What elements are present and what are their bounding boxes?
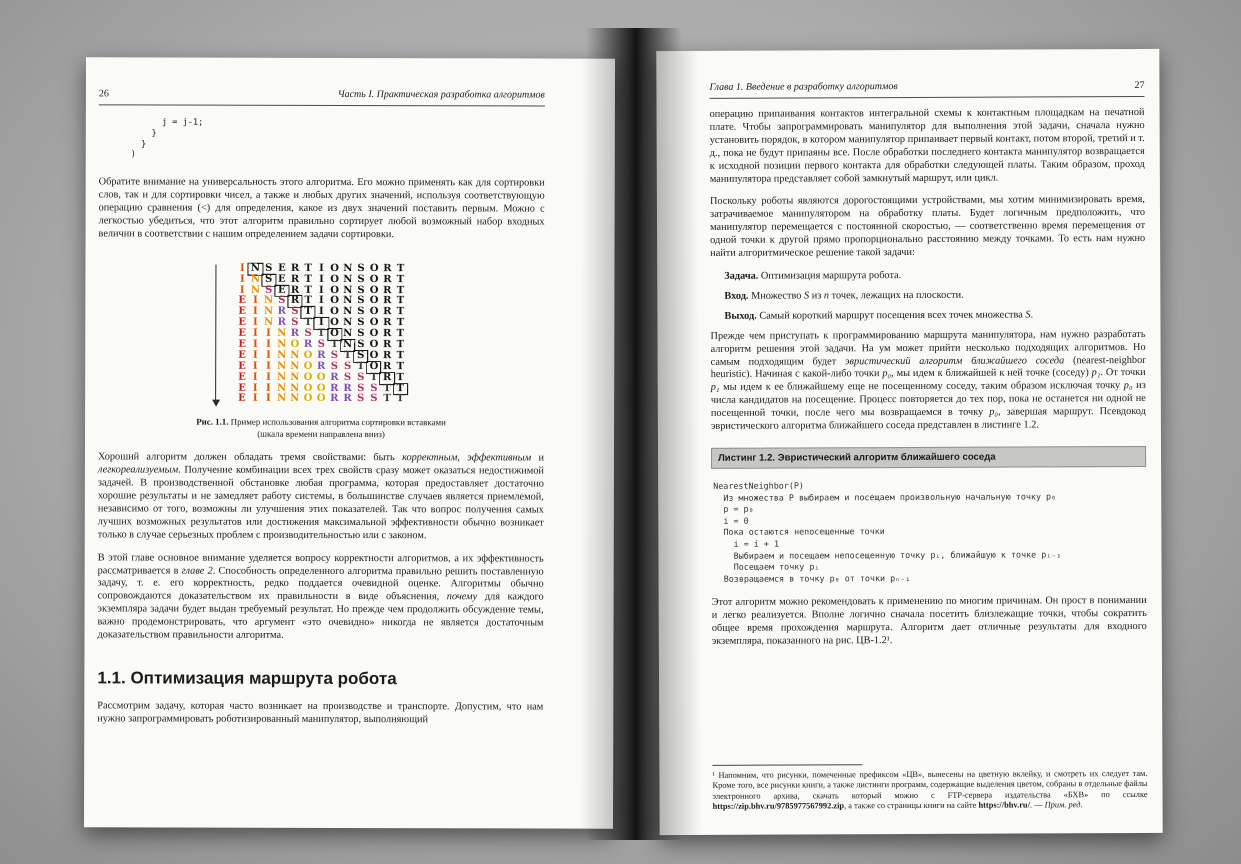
- figure-letter: R: [290, 273, 300, 285]
- figure-letter: R: [383, 317, 392, 329]
- figure-letter: I: [253, 306, 258, 318]
- figure-letter: R: [343, 382, 352, 394]
- figure-letter: R: [317, 349, 326, 361]
- figure-letter: T: [394, 384, 407, 395]
- figure-letter: I: [266, 338, 271, 350]
- figure-letter: S: [357, 295, 365, 307]
- figure-letter: S: [357, 317, 365, 329]
- figure-letter: E: [238, 393, 246, 405]
- figure-letter: S: [262, 274, 275, 285]
- paragraph-robot-intro: Рассмотрим задачу, которая часто возникает на производстве и транспорте. Допустим, что нам нужно запрограммировать роботизированный манипулятор, выполняющий: [97, 700, 544, 726]
- code-snippet-insertion-sort-end: j = j-1; } } ): [130, 117, 204, 160]
- paragraph-correctness: В этой главе основное внимание уделяется вопросу корректности алгоритмов, а их эффективность рассматривается в главе 2. Способность определенного алгоритма правильно решить поставленную задачу, т. е. его корректность, редко поддается очевидной оценке. Алгоритмы обычно сопровождаются доказательством их правильности в виде объяснения, почему для каждого экземпляра задачи будет выдан требуемый результат. Но прежде чем продолжить обсуждение темы, важно продемонстрировать, что аргумент «это очевидно» никогда не является достаточным доказательством правильности алгоритма.: [97, 551, 544, 641]
- figure-letter: T: [396, 295, 405, 307]
- definition-input-term: Вход.: [724, 290, 749, 302]
- figure-letter: N: [276, 393, 287, 405]
- figure-insertion-sort: [98, 263, 544, 441]
- figure-letter: S: [357, 382, 365, 394]
- definition-input: [724, 289, 1145, 304]
- figure-letter: N: [277, 327, 287, 339]
- figure-letter: O: [369, 339, 379, 351]
- figure-letter: N: [277, 371, 287, 383]
- figure-letter: R: [383, 295, 392, 307]
- figure-letter: N: [343, 328, 353, 340]
- paragraph-nearest-neighbor: Прежде чем приступать к программированию маршрута манипулятора, нам нужно разработать алгоритм решения этой задачи. На ум может прийти несколько подходящих алгоритмов. Но самым подходящим будет эвристический алгоритм ближайшего соседа (nearest-neighbor heuristic). Начиная с какой-либо точки p₀, мы идем к ближайшей к ней точке (соседу) p₁. От точки p₁ мы идем к ее ближайшему еще не посещенному соседу, таким образом исключая точку p₀ из числа кандидатов на посещение. Процесс повторяется до тех пор, пока не останется ни одной не посещенной точки, после чего мы возвращаемся в точку p₀, завершая маршрут. Псевдокод эвристического алгоритма ближайшего соседа представлен в листинге 1.2.: [710, 328, 1146, 432]
- figure-letter-area: [235, 263, 407, 405]
- figure-letter: O: [369, 349, 379, 361]
- figure-letter: N: [290, 382, 300, 394]
- figure-letter: T: [396, 284, 405, 296]
- figure-letter: R: [383, 306, 392, 318]
- figure-letter: R: [383, 339, 392, 351]
- figure-letter: N: [264, 295, 274, 307]
- figure-letter: O: [303, 393, 313, 405]
- figure-letter: R: [288, 296, 301, 307]
- figure-letter: I: [266, 371, 271, 383]
- figure-letter: I: [266, 349, 271, 361]
- figure-letter: S: [357, 338, 365, 350]
- insertion-sort-grid: [235, 263, 407, 405]
- figure-letter: T: [396, 262, 405, 274]
- figure-letter: N: [343, 317, 353, 329]
- paragraph-minimize-time: Поскольку роботы являются дорогостоящими устройствами, мы хотим минимизировать время, затрачиваемое манипулятором на обработку платы. Будет логичным предположить, что манипулятор перемещается с постоянной скоростью, — соответственно время перемещения от одной точки к другой прямо пропорционально расстоянию между точками. То есть нам нужно найти алгоритмическое решение такой задачи:: [709, 194, 1146, 259]
- figure-letter: N: [277, 338, 287, 350]
- figure-letter: T: [396, 371, 405, 383]
- paragraph-algorithm-recommend: Этот алгоритм можно рекомендовать к применению по многим причинам. Он прост в понимании и легко реализуется. Вполне логично сначала посетить близлежащие точки, чтобы сократить общее время прохождения маршрута. Алгоритм дает отличные результаты для входного экземпляра, показанного на рис. ЦВ-1.2¹.: [711, 595, 1147, 647]
- figure-letter: S: [330, 349, 339, 361]
- figure-letter: I: [266, 327, 271, 339]
- figure-letter: N: [290, 393, 300, 405]
- figure-letter: R: [290, 262, 300, 274]
- figure-letter: S: [357, 262, 365, 274]
- footnote-separator: [712, 764, 862, 766]
- figure-letter: O: [369, 284, 379, 296]
- definition-task-term: Задача.: [724, 270, 759, 282]
- listing-1-2-header: Листинг 1.2. Эвристический алгоритм ближайшего соседа: [711, 446, 1146, 469]
- figure-letter: R: [382, 360, 392, 372]
- figure-letter: O: [369, 262, 379, 274]
- figure-letter: R: [330, 371, 339, 383]
- figure-letter: O: [330, 295, 339, 307]
- figure-letter: S: [265, 262, 273, 274]
- figure-letter: R: [317, 360, 326, 372]
- figure-letter: T: [304, 273, 312, 285]
- figure-letter: T: [396, 349, 405, 361]
- figure-letter: S: [357, 371, 365, 383]
- figure-letter: O: [369, 306, 379, 318]
- figure-letter: T: [304, 317, 312, 329]
- figure-letter: T: [396, 317, 405, 329]
- figure-letter: S: [370, 382, 378, 394]
- figure-letter: O: [303, 371, 313, 383]
- figure-letter: E: [238, 371, 246, 383]
- code-listing-nearest-neighbor: NearestNeighbor(P) Из множества P выбираем и посещаем произвольную начальную точку p₀ p = p₀ i = 0 Пока остаются непосещенные точки i = i + 1 Выбираем и посещаем непосещенную точку pᵢ, ближайшую к точке pᵢ₋₁ Посещаем точку pᵢ Возвращаемся в точку p₀ от точки pₙ₋₁: [713, 480, 1062, 584]
- figure-letter: N: [250, 284, 261, 296]
- figure-letter: O: [330, 317, 339, 329]
- figure-letter: I: [266, 360, 271, 372]
- page-left: [84, 57, 615, 828]
- definition-task-text: Оптимизация маршрута робота.: [758, 270, 902, 282]
- figure-letter: N: [277, 360, 287, 372]
- figure-letter: I: [239, 284, 245, 296]
- figure-letter: R: [343, 393, 352, 405]
- figure-letter: T: [396, 328, 405, 340]
- figure-letter: T: [330, 338, 339, 350]
- figure-letter: O: [369, 317, 379, 329]
- section-heading-1-1: 1.1. Оптимизация маршрута робота: [97, 668, 397, 689]
- figure-letter: N: [343, 284, 353, 296]
- figure-letter: I: [252, 382, 258, 394]
- figure-letter: S: [354, 351, 367, 362]
- page-number-left: 26: [98, 88, 109, 100]
- figure-letter: I: [253, 295, 258, 307]
- figure-letter: R: [330, 382, 339, 394]
- figure-letter: O: [316, 382, 326, 394]
- figure-letter: N: [290, 349, 300, 361]
- figure-letter: I: [319, 262, 324, 274]
- figure-letter: T: [302, 307, 315, 318]
- figure-letter: E: [238, 295, 247, 307]
- definition-output-text: Самый короткий маршрут посещения всех точек множества S.: [756, 309, 1034, 322]
- figure-letter: O: [316, 393, 326, 405]
- figure-letter: R: [290, 284, 300, 296]
- figure-letter: R: [383, 328, 392, 340]
- figure-letter: S: [304, 327, 312, 339]
- figure-letter: R: [383, 273, 392, 285]
- figure-letter: O: [369, 273, 379, 285]
- definition-task: [724, 269, 1145, 284]
- figure-row: [235, 394, 406, 405]
- figure-letter: I: [252, 349, 258, 361]
- figure-letter: R: [277, 316, 286, 329]
- figure-letter: T: [396, 393, 404, 405]
- figure-letter: I: [239, 273, 245, 285]
- figure-letter: N: [249, 263, 262, 274]
- page-number-right: 27: [1134, 79, 1145, 92]
- page-right-header: [709, 79, 1144, 99]
- figure-letter: I: [266, 393, 271, 405]
- figure-letter: S: [357, 306, 365, 318]
- figure-letter: T: [304, 284, 312, 296]
- figure-letter: R: [330, 393, 339, 405]
- figure-letter: T: [396, 273, 405, 285]
- figure-letter: R: [382, 349, 392, 361]
- figure-letter: I: [315, 318, 328, 329]
- figure-letter: O: [367, 362, 380, 373]
- figure-letter: T: [370, 371, 378, 383]
- figure-letter: T: [304, 262, 313, 274]
- figure-letter: S: [357, 284, 365, 296]
- figure-letter: N: [343, 295, 353, 307]
- figure-letter: I: [252, 327, 258, 339]
- page-right: [656, 49, 1162, 835]
- figure-letter: O: [303, 360, 313, 372]
- figure-letter: E: [238, 316, 247, 328]
- figure-letter: E: [275, 285, 288, 296]
- figure-letter: I: [319, 295, 324, 307]
- footnote: [712, 763, 1147, 813]
- running-title-left: Часть I. Практическая разработка алгоритмов: [337, 88, 545, 101]
- figure-letter: I: [252, 338, 258, 350]
- figure-letter: T: [343, 349, 352, 361]
- paragraph-soldering: операцию припаивания контактов интегральной схемы к контактным площадкам на печатной плате. Чтобы запрограммировать манипулятор для выполнения этой задачи, сначала нужно установить порядок, в котором манипулятор припаивает первый контакт, потом второй, третий и т. д., пока не будут припаяны все. После обработки последнего контакта манипулятор возвращается к исходной позиции первого контакта для обработки следующей платы. Таким образом, проход манипулятора представляет собой замкнутый маршрут, или цикл.: [709, 106, 1145, 185]
- figure-caption-label: Рис. 1.1.: [196, 416, 229, 427]
- figure-letter: E: [278, 262, 286, 274]
- running-title-right: Глава 1. Введение в разработку алгоритмов: [709, 81, 898, 93]
- figure-letter: I: [319, 284, 324, 296]
- figure-letter: N: [290, 371, 300, 383]
- figure-letter: R: [383, 262, 392, 274]
- figure-letter: T: [396, 306, 405, 318]
- figure-letter: N: [277, 349, 287, 361]
- figure-letter: I: [252, 360, 258, 372]
- figure-letter: R: [303, 338, 313, 350]
- figure-letter: N: [276, 382, 287, 394]
- figure-letter: R: [380, 373, 393, 384]
- figure-letter: N: [343, 306, 353, 318]
- figure-letter: E: [238, 305, 247, 318]
- figure-letter: N: [341, 340, 354, 351]
- figure-letter: S: [357, 393, 365, 405]
- figure-letter: S: [317, 338, 325, 350]
- figure-letter: T: [396, 360, 405, 372]
- paragraph-universality: Обратите внимание на универсальность этого алгоритма. Его можно применять как для сортировки слов, так и для сортировки чисел, а также и любых других значений, используя соответствующую операцию сравнения (<) для определения, какое из двух значений поставить первым. Можно с легкостью убедиться, что этот алгоритм правильно сортирует любой возможный набор входных величин в соответствии с нашим определением задачи сортировки.: [98, 176, 545, 240]
- figure-letter: O: [330, 273, 339, 285]
- figure-letter: N: [343, 262, 353, 274]
- figure-letter: N: [250, 273, 261, 285]
- figure-letter: S: [330, 360, 339, 372]
- figure-letter: S: [291, 317, 299, 329]
- figure-letter: S: [357, 273, 365, 285]
- figure-letter: T: [396, 339, 405, 351]
- footnote-text: ¹ Напомним, что рисунки, помеченные префиксом «ЦВ», вынесены на цветную вклейку, и смотреть их следует там. Кроме того, все рисунки книги, а также листинги программ, содержащие выделения цветом, собраны в отдельные файлы электронного архива, скачать который можно с FTP-сервера издательства «БХВ» по ссылке https://zip.bhv.ru/9785977567992.zip, а также со страницы книги на сайте https://bhv.ru/. — Прим. ред.: [712, 768, 1148, 812]
- figure-letter: O: [303, 349, 313, 361]
- time-axis-arrow: [215, 264, 216, 401]
- definition-input-text: Множество S из n точек, лежащих на плоскости.: [748, 289, 964, 302]
- figure-letter: I: [252, 371, 258, 383]
- figure-letter: N: [290, 360, 300, 372]
- figure-letter: R: [277, 306, 286, 318]
- figure-letter: O: [369, 295, 379, 307]
- figure-letter: N: [263, 316, 274, 328]
- figure-caption-text: Пример использования алгоритма сортировки вставками: [228, 416, 446, 428]
- page-left-header: [99, 87, 545, 106]
- figure-letter: I: [239, 262, 245, 274]
- figure-letter: S: [291, 306, 299, 318]
- figure-letter: T: [383, 393, 391, 405]
- figure-letter: S: [265, 284, 273, 296]
- figure-letter: R: [383, 284, 392, 296]
- figure-letter: I: [266, 382, 271, 394]
- figure-letter: I: [319, 273, 324, 285]
- figure-letter: O: [316, 371, 326, 383]
- figure-letter: T: [383, 382, 391, 394]
- figure-letter: S: [343, 360, 352, 372]
- figure-caption-note: (шкала времени направлена вниз): [257, 428, 385, 439]
- figure-letter: O: [330, 284, 339, 296]
- figure-letter: O: [328, 329, 341, 340]
- figure-letter: E: [238, 327, 246, 339]
- figure-letter: I: [318, 306, 324, 318]
- figure-letter: O: [330, 262, 340, 274]
- figure-letter: O: [330, 306, 339, 318]
- figure-letter: S: [370, 393, 378, 405]
- figure-letter: R: [290, 327, 300, 339]
- figure-letter: N: [264, 306, 274, 318]
- figure-letter: I: [253, 316, 258, 328]
- figure-letter: T: [304, 295, 312, 307]
- paragraph-three-properties: Хороший алгоритм должен обладать тремя свойствами: быть корректным, эффективным и легкореализуемым. Получение комбинации всех трех свойств сразу может оказаться недостижимой задачей. В производственной обстановке любая программа, которая предоставляет достаточно хорошие результаты и не замедляет работу системы, в большинстве случаев является приемлемой, независимо от того, возможны ли улучшения этих показателей. Так что вопрос получения самых лучших возможных результатов или достижения максимальной эффективности обычно возникает только в случае серьезных проблем с производительностью или с законом.: [97, 451, 544, 541]
- figure-letter: T: [317, 327, 326, 339]
- figure-letter: E: [238, 349, 246, 361]
- figure-letter: T: [357, 360, 365, 372]
- figure-letter: S: [278, 295, 286, 307]
- figure-letter: E: [278, 273, 286, 285]
- figure-letter: O: [369, 328, 379, 340]
- figure-letter: O: [303, 382, 313, 394]
- definition-output-term: Выход.: [724, 310, 757, 322]
- figure-letter: E: [238, 360, 246, 372]
- figure-letter: S: [357, 328, 365, 340]
- figure-letter: E: [238, 338, 246, 350]
- figure-letter: N: [343, 273, 353, 285]
- figure-letter: S: [343, 371, 352, 383]
- figure-letter: I: [252, 393, 258, 405]
- figure-letter: O: [290, 338, 300, 350]
- figure-letter: E: [238, 382, 246, 394]
- definition-output: [724, 309, 1145, 324]
